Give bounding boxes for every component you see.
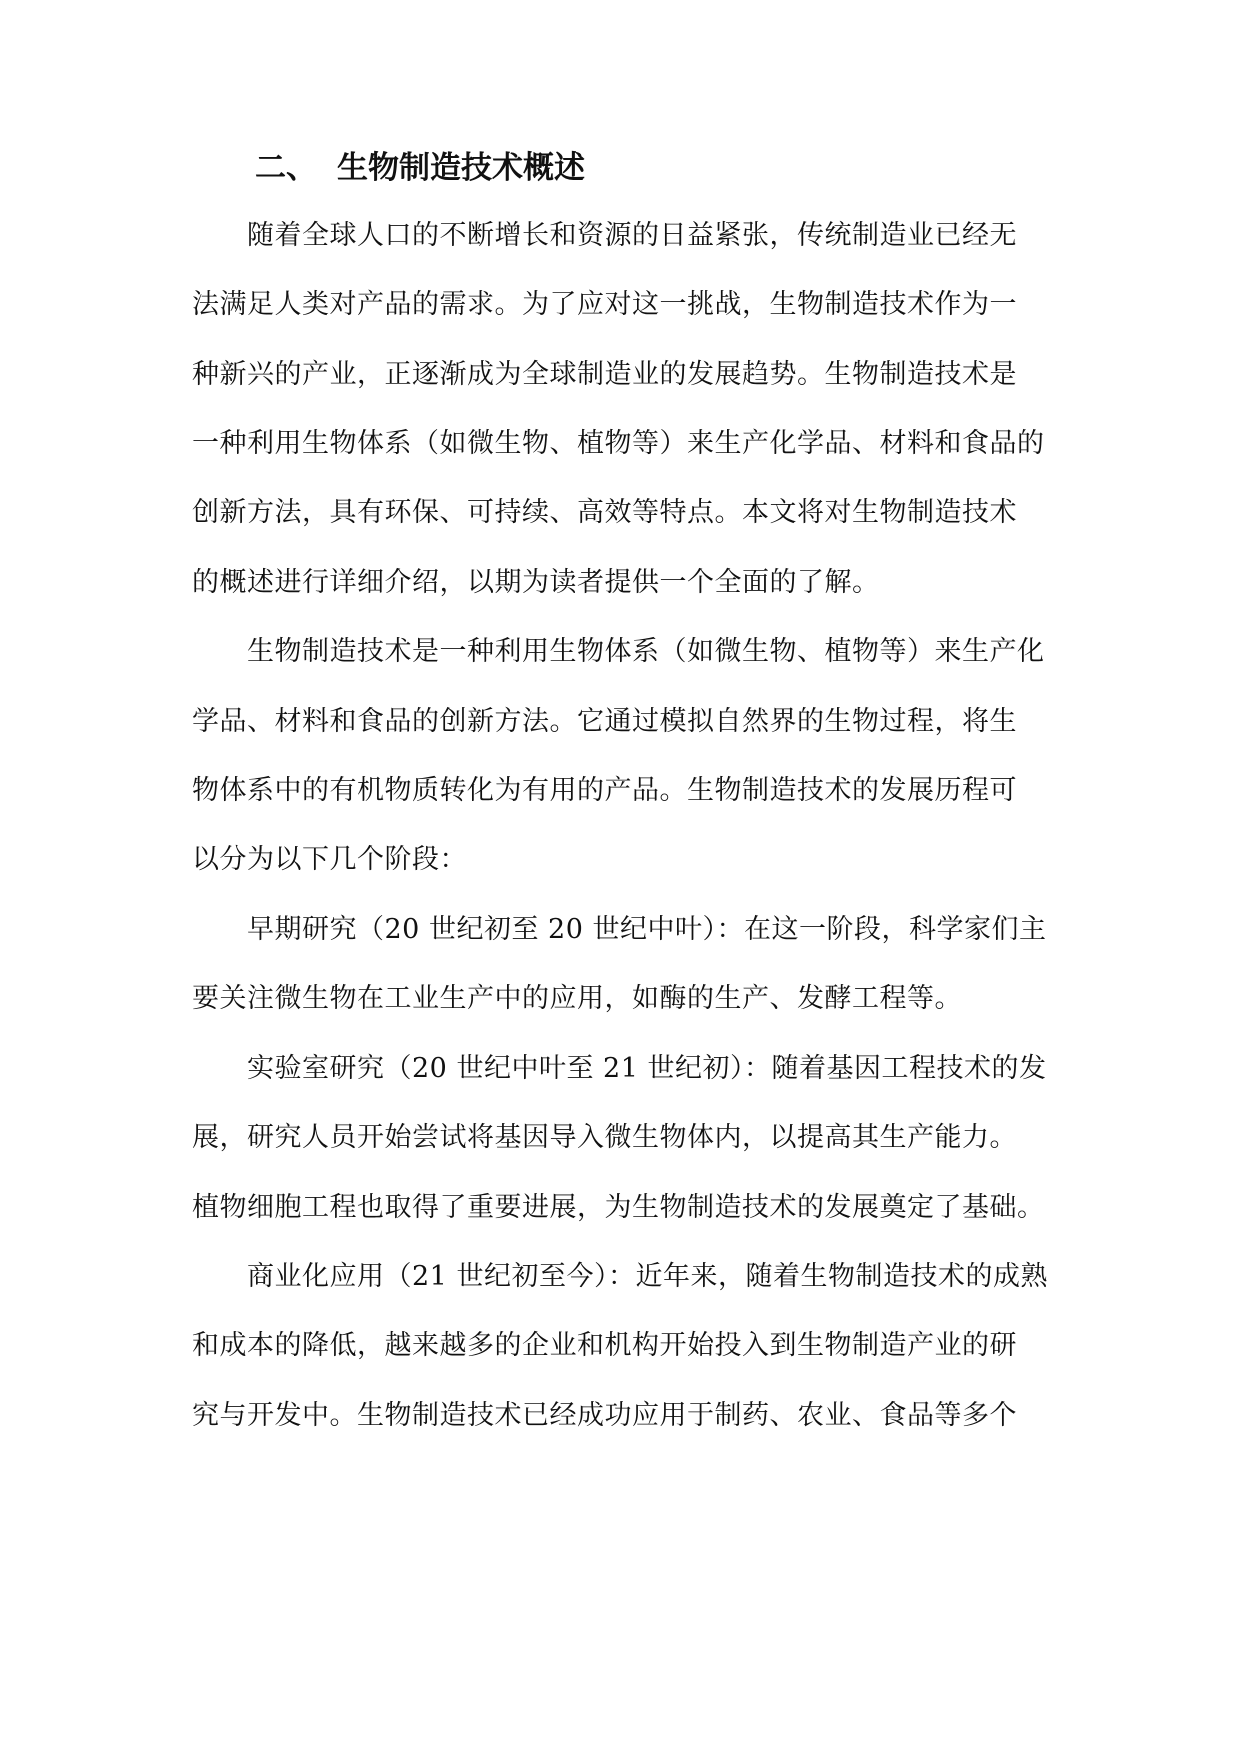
paragraph-1-line-5: 创新方法，具有环保、可持续、高效等特点。本文将对生物制造技术 xyxy=(192,497,1017,528)
paragraph-2-line-2: 学品、材料和食品的创新方法。它通过模拟自然界的生物过程，将生 xyxy=(192,706,1017,737)
paragraph-1-line-1: 随着全球人口的不断增长和资源的日益紧张，传统制造业已经无 xyxy=(247,220,1017,251)
paragraph-4-line-1: 实验室研究（20 世纪中叶至 21 世纪初）：随着基因工程技术的发 xyxy=(247,1053,1047,1084)
paragraph-5-line-3: 究与开发中。生物制造技术已经成功应用于制药、农业、食品等多个 xyxy=(192,1400,1017,1431)
paragraph-2-line-3: 物体系中的有机物质转化为有用的产品。生物制造技术的发展历程可 xyxy=(192,775,1017,806)
section-heading xyxy=(255,148,585,188)
paragraph-1-line-4: 一种利用生物体系（如微生物、植物等）来生产化学品、材料和食品的 xyxy=(192,428,1045,459)
paragraph-5-line-1: 商业化应用（21 世纪初至今）：近年来，随着生物制造技术的成熟 xyxy=(247,1261,1048,1292)
paragraph-5-line-2: 和成本的降低，越来越多的企业和机构开始投入到生物制造产业的研 xyxy=(192,1330,1017,1361)
paragraph-2-line-1: 生物制造技术是一种利用生物体系（如微生物、植物等）来生产化 xyxy=(247,636,1045,667)
section-title: 生物制造技术概述 xyxy=(337,150,585,186)
paragraph-4-line-2: 展，研究人员开始尝试将基因导入微生物体内，以提高其生产能力。 xyxy=(192,1122,1017,1153)
paragraph-1-line-2: 法满足人类对产品的需求。为了应对这一挑战，生物制造技术作为一 xyxy=(192,289,1017,320)
paragraph-4-line-3: 植物细胞工程也取得了重要进展，为生物制造技术的发展奠定了基础。 xyxy=(192,1192,1045,1223)
section-number: 二、 xyxy=(255,150,317,186)
paragraph-3-line-2: 要关注微生物在工业生产中的应用，如酶的生产、发酵工程等。 xyxy=(192,983,962,1014)
paragraph-1-line-3: 种新兴的产业，正逐渐成为全球制造业的发展趋势。生物制造技术是 xyxy=(192,359,1017,390)
paragraph-3-line-1: 早期研究（20 世纪初至 20 世纪中叶）：在这一阶段，科学家们主 xyxy=(247,914,1047,945)
paragraph-2-line-4: 以分为以下几个阶段： xyxy=(192,844,467,875)
paragraph-1-line-6: 的概述进行详细介绍，以期为读者提供一个全面的了解。 xyxy=(192,567,880,598)
